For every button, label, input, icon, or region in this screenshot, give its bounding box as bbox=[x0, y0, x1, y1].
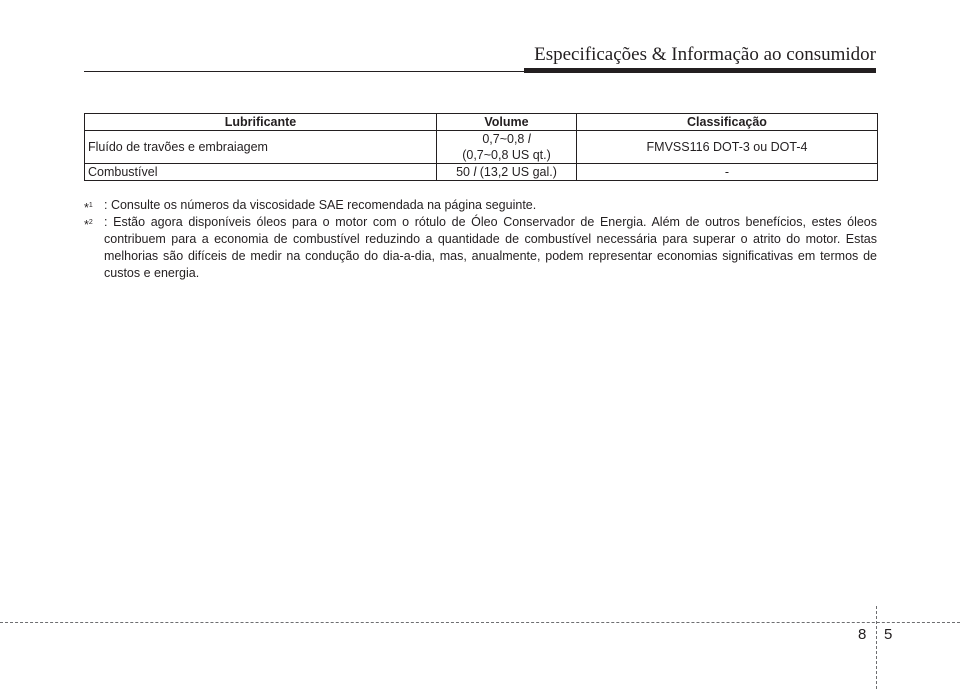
classification-cell: FMVSS116 DOT-3 ou DOT-4 bbox=[577, 131, 878, 164]
footnote-marker: *$^1$ bbox=[84, 201, 93, 215]
footer-vertical-dashed-rule bbox=[876, 606, 877, 689]
classification-cell: - bbox=[577, 164, 878, 181]
footnote-2 bbox=[84, 214, 877, 282]
page-header-title: Especificações & Informação ao consumidor bbox=[534, 44, 876, 65]
liter-unit: l bbox=[473, 165, 477, 179]
footnote-marker: *$^2$ bbox=[84, 218, 93, 232]
volume-secondary: (0,7~0,8 US qt.) bbox=[462, 148, 551, 162]
footer-dashed-rule bbox=[0, 622, 960, 623]
column-header-classification: Classificação bbox=[577, 114, 878, 131]
chapter-number: 8 bbox=[858, 626, 867, 643]
header-rule-thin bbox=[84, 71, 524, 72]
volume-cell: 50 l (13,2 US gal.) bbox=[437, 164, 577, 181]
header-rule-thick bbox=[524, 68, 876, 73]
table-header-row bbox=[85, 114, 878, 131]
footnote-1 bbox=[84, 197, 877, 214]
volume-primary: 0,7~0,8 l bbox=[482, 132, 531, 146]
footnote-text: : Estão agora disponíveis óleos para o motor com o rótulo de Óleo Conservador de Energia. Além de outros benefícios, estes óleos contribuem para a economia de combustível reduzindo a quantidade de combustível necessária para superar o atrito do motor. Estas melhorias são difíceis de medir na condução do dia-a-dia, mas, anualmente, podem representar economias significativas em termos de custos e energia. bbox=[104, 215, 877, 280]
liter-unit: l bbox=[527, 132, 531, 146]
lubricant-table bbox=[84, 113, 878, 181]
page-number: 5 bbox=[884, 626, 893, 643]
table-row bbox=[85, 164, 878, 181]
table-row bbox=[85, 131, 878, 164]
column-header-volume: Volume bbox=[437, 114, 577, 131]
footnotes bbox=[84, 197, 877, 282]
lubricant-cell: Combustível bbox=[85, 164, 437, 181]
lubricant-cell: Fluído de travões e embraiagem bbox=[85, 131, 437, 164]
column-header-lubricant: Lubrificante bbox=[85, 114, 437, 131]
footnote-text: : Consulte os números da viscosidade SAE recomendada na página seguinte. bbox=[104, 198, 537, 212]
volume-cell bbox=[437, 131, 577, 164]
